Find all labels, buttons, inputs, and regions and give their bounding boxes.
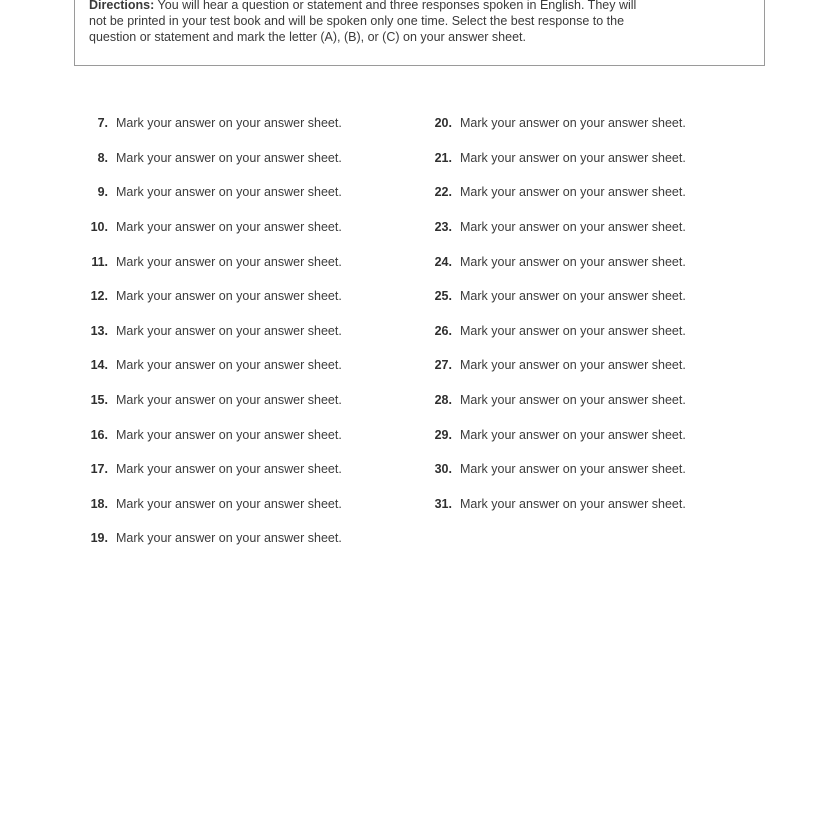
question-item <box>80 348 342 383</box>
directions-text-1: You will hear a question or statement and three responses spoken in English. They will <box>157 0 637 12</box>
question-text: Mark your answer on your answer sheet. <box>460 185 686 200</box>
question-item <box>80 279 342 314</box>
question-text: Mark your answer on your answer sheet. <box>460 462 686 477</box>
question-item <box>424 383 686 418</box>
question-item <box>80 452 342 487</box>
question-item <box>80 141 342 176</box>
question-item <box>80 417 342 452</box>
question-number: 23. <box>434 220 452 235</box>
question-item <box>80 106 342 141</box>
question-text: Mark your answer on your answer sheet. <box>116 150 342 165</box>
question-text: Mark your answer on your answer sheet. <box>116 531 342 546</box>
question-number: 10. <box>90 220 108 235</box>
question-number: 26. <box>434 323 452 338</box>
question-number: 7. <box>97 116 108 131</box>
question-text: Mark your answer on your answer sheet. <box>116 358 342 373</box>
question-number: 29. <box>434 427 452 442</box>
question-number: 19. <box>90 531 108 546</box>
question-text: Mark your answer on your answer sheet. <box>116 220 342 235</box>
question-number: 20. <box>434 116 452 131</box>
question-number: 28. <box>434 393 452 408</box>
question-number: 14. <box>90 358 108 373</box>
question-number: 8. <box>97 150 108 165</box>
question-number: 13. <box>90 323 108 338</box>
question-item <box>80 487 342 522</box>
question-text: Mark your answer on your answer sheet. <box>460 323 686 338</box>
question-item <box>424 487 686 522</box>
question-item <box>424 279 686 314</box>
question-text: Mark your answer on your answer sheet. <box>116 254 342 269</box>
question-text: Mark your answer on your answer sheet. <box>116 427 342 442</box>
question-text: Mark your answer on your answer sheet. <box>460 289 686 304</box>
question-text: Mark your answer on your answer sheet. <box>116 393 342 408</box>
question-item <box>424 417 686 452</box>
question-number: 12. <box>90 289 108 304</box>
question-text: Mark your answer on your answer sheet. <box>460 496 686 511</box>
question-number: 22. <box>434 185 452 200</box>
question-number: 24. <box>434 254 452 269</box>
question-item <box>80 175 342 210</box>
question-number: 15. <box>90 393 108 408</box>
question-item <box>424 314 686 349</box>
question-number: 18. <box>90 496 108 511</box>
question-item <box>424 452 686 487</box>
question-text: Mark your answer on your answer sheet. <box>460 150 686 165</box>
question-number: 21. <box>434 150 452 165</box>
question-text: Mark your answer on your answer sheet. <box>116 496 342 511</box>
question-text: Mark your answer on your answer sheet. <box>460 254 686 269</box>
question-item <box>80 210 342 245</box>
question-text: Mark your answer on your answer sheet. <box>460 358 686 373</box>
directions-text-2: not be printed in your test book and will be spoken only one time. Select the best response to the <box>89 14 625 28</box>
question-number: 27. <box>434 358 452 373</box>
question-number: 16. <box>90 427 108 442</box>
question-item <box>424 348 686 383</box>
question-item <box>80 314 342 349</box>
question-text: Mark your answer on your answer sheet. <box>460 393 686 408</box>
question-item <box>424 244 686 279</box>
question-text: Mark your answer on your answer sheet. <box>460 220 686 235</box>
question-text: Mark your answer on your answer sheet. <box>116 323 342 338</box>
question-text: Mark your answer on your answer sheet. <box>116 185 342 200</box>
question-item <box>424 106 686 141</box>
directions-line-1 <box>89 0 750 13</box>
question-text: Mark your answer on your answer sheet. <box>116 289 342 304</box>
directions-text-3: question or statement and mark the letter (A), (B), or (C) on your answer sheet. <box>89 30 526 44</box>
question-column-left <box>80 106 342 556</box>
question-item <box>424 141 686 176</box>
question-item <box>424 175 686 210</box>
question-number: 31. <box>434 496 452 511</box>
directions-box <box>74 0 765 66</box>
question-text: Mark your answer on your answer sheet. <box>116 116 342 131</box>
question-number: 30. <box>434 462 452 477</box>
question-number: 25. <box>434 289 452 304</box>
directions-label: Directions: <box>89 0 155 12</box>
question-item <box>80 244 342 279</box>
question-item <box>80 521 342 556</box>
question-text: Mark your answer on your answer sheet. <box>116 462 342 477</box>
question-item <box>80 383 342 418</box>
question-text: Mark your answer on your answer sheet. <box>460 116 686 131</box>
question-number: 17. <box>90 462 108 477</box>
question-item <box>424 210 686 245</box>
question-number: 11. <box>91 254 108 269</box>
question-number: 9. <box>97 185 108 200</box>
question-column-right <box>424 106 686 521</box>
question-text: Mark your answer on your answer sheet. <box>460 427 686 442</box>
